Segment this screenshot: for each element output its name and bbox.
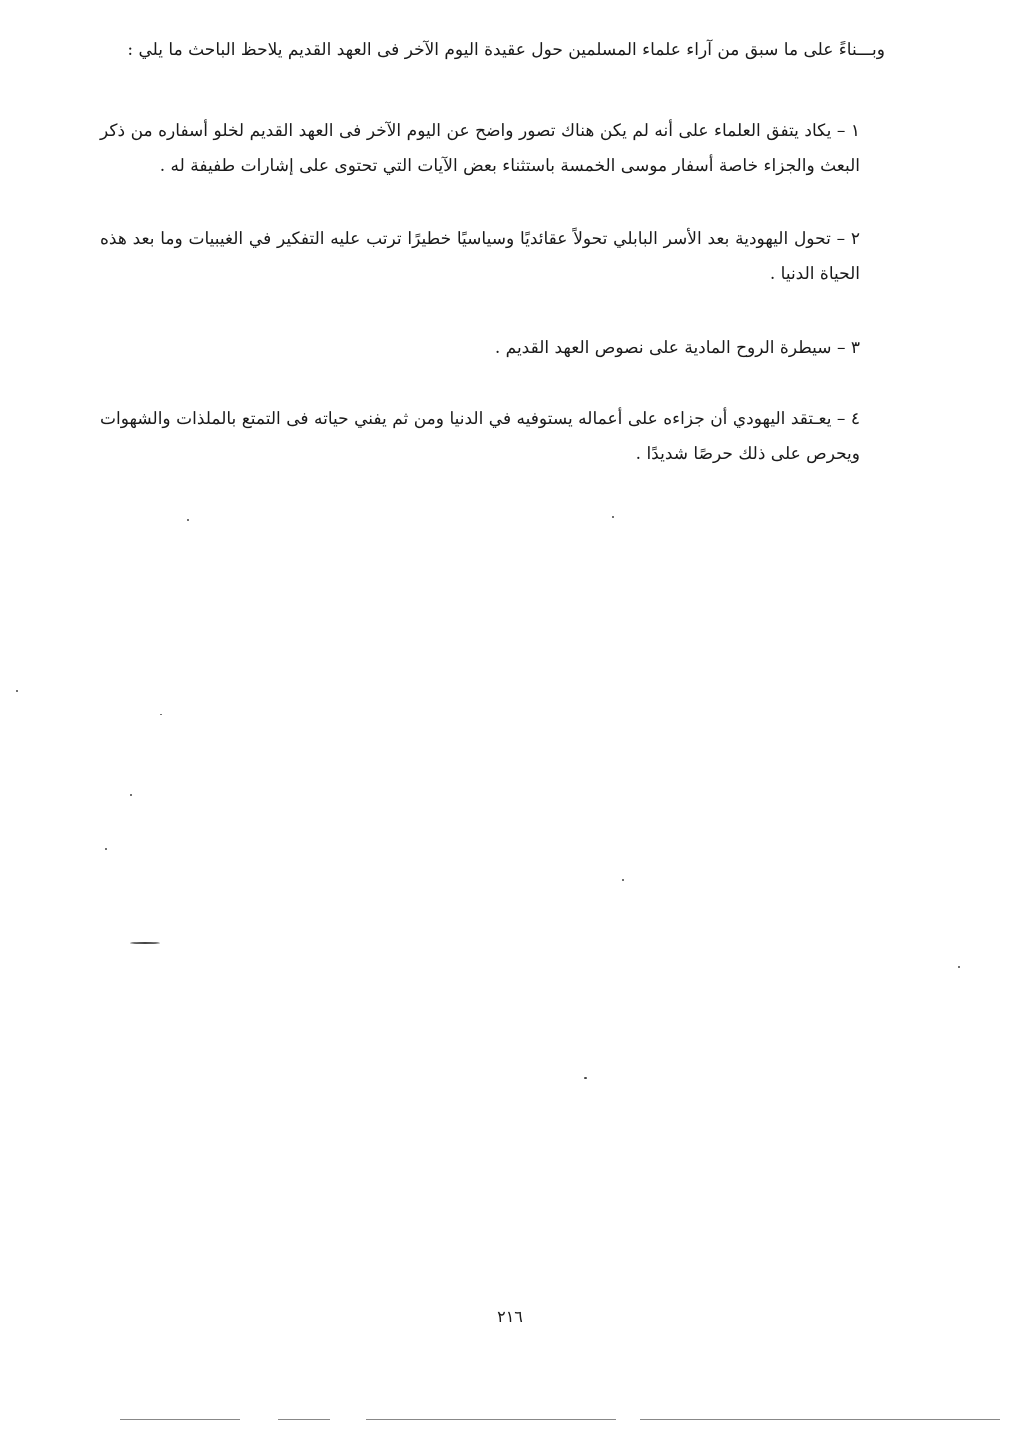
scan-speck — [612, 516, 614, 518]
scan-speck — [105, 848, 107, 850]
bottom-rule — [120, 1419, 240, 1420]
scan-speck — [958, 966, 960, 968]
list-item-4: ٤ – يعـتقد اليهودي أن جزاءه على أعماله يستوفيه في الدنيا ومن ثم يفني حياته فى التمتع بالملذات والشهوات ويحرص على ذلك حرصًا شديدًا . — [100, 409, 860, 464]
scan-speck — [160, 714, 162, 715]
scan-speck — [16, 690, 18, 692]
list-item-2: ٢ – تحول اليهودية بعد الأسر البابلي تحولاً عقائديًا وسياسيًا خطيرًا ترتب عليه التفكير في الغيبيات وما بعد هذه الحياة الدنيا . — [100, 229, 860, 284]
scan-speck — [130, 794, 132, 796]
bottom-rule — [366, 1419, 616, 1420]
scan-speck — [622, 879, 624, 881]
intro-paragraph: وبـــناءً على ما سبق من آراء علماء المسلمين حول عقيدة اليوم الآخر فى العهد القديم يلاحظ الباحث ما يلي : — [127, 40, 885, 60]
bottom-rule — [278, 1419, 330, 1420]
scan-speck — [187, 519, 189, 521]
scan-speck — [584, 1077, 587, 1079]
bottom-rule — [640, 1419, 1000, 1420]
scan-speck — [130, 942, 160, 944]
list-item-3: ٣ – سيطرة الروح المادية على نصوص العهد القديم . — [494, 338, 860, 358]
list-item-1: ١ – يكاد يتفق العلماء على أنه لم يكن هناك تصور واضح عن اليوم الآخر فى العهد القديم لخلو أسفاره من ذكر البعث والجزاء خاصة أسفار موسى الخمسة باستثناء بعض الآيات التي تحتوى على إشارات طفيفة له . — [100, 121, 860, 176]
page-number: ٢١٦ — [497, 1307, 523, 1326]
